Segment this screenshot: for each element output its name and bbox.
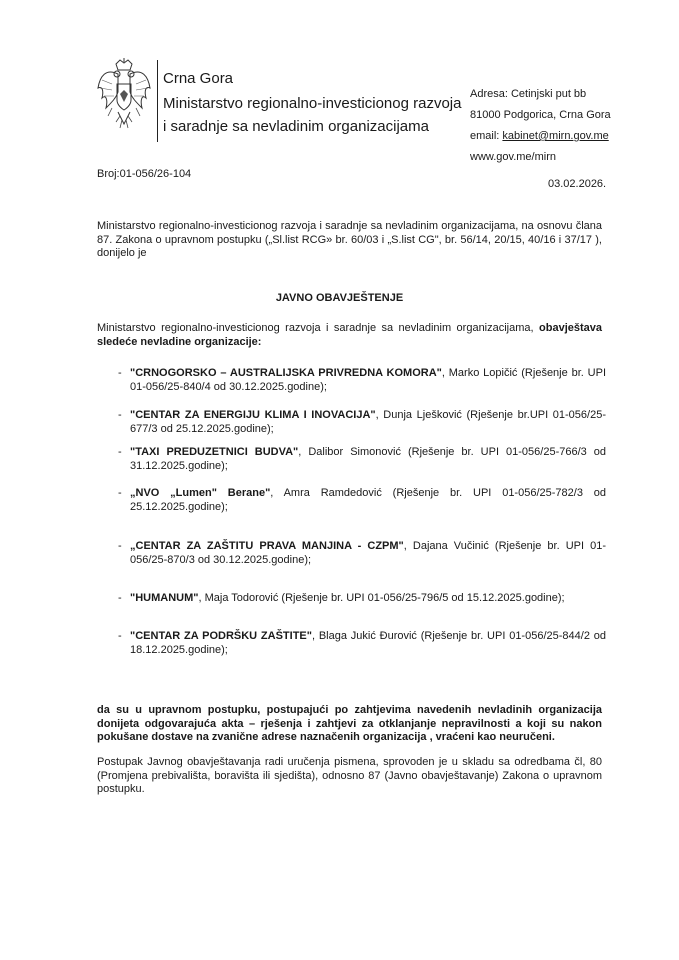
ministry-name-line2: i saradnje sa nevladinim organizacijama — [163, 118, 429, 135]
organization-name: "CENTAR ZA PODRŠKU ZAŠTITE" — [130, 630, 312, 642]
lead-text: Ministarstvo regionalno-investicionog razvoja i saradnje sa nevladinim organizacijama, — [97, 322, 540, 334]
organization-name: „CENTAR ZA ZAŠTITU PRAVA MANJINA - CZPM" — [130, 540, 404, 552]
address-street: Adresa: Cetinjski put bb — [470, 88, 587, 100]
document-title: JAVNO OBAVJEŠTENJE — [275, 292, 404, 304]
ministry-name — [163, 92, 483, 138]
list-dash: - — [118, 540, 122, 552]
intro-paragraph: Ministarstvo regionalno-investicionog razvoja i saradnje sa nevladinim organizacijama, na osnovu člana 87. Zakona o upravnom postupku („Sl.list RCG» br. 60/03 i „S.list CG", br. 56/14, 20/15, 40/16 i 37/17 ), donijelo je — [97, 220, 602, 259]
decision-details: , Maja Todorović (Rješenje br. UPI 01-056/25-796/5 od 15.12.2025.godine); — [198, 592, 565, 604]
address-city: 81000 Podgorica, Crna Gora — [470, 109, 611, 121]
list-dash: - — [118, 446, 122, 458]
closing-bold-paragraph: da su u upravnom postupku, postupajući po zahtjevima navedenih nevladinih organizacija donijeta odgovarajuća akta – rješenja i zahtjevi za otklanjanje nepravilnosti a koji su nakon pokušane dostave na zvanične adrese naznačenih organizacija , vraćeni kao neuručeni. — [97, 704, 602, 743]
list-dash: - — [118, 630, 122, 642]
decision-details: , Marko Lopičić (Rješenje br. UPI 01-056/25-840/4 od 30.12.2025.godine); — [130, 367, 607, 393]
list-dash: - — [118, 367, 122, 379]
organization-name: "TAXI PREDUZETNICI BUDVA" — [130, 446, 299, 458]
address-website[interactable]: www.gov.me/mirn — [470, 151, 556, 163]
email-link[interactable]: kabinet@mirn.gov.me — [502, 130, 609, 142]
list-dash: - — [118, 409, 122, 421]
decision-details: , Dajana Vučinić (Rješenje br. UPI 01-056/25-870/3 od 30.12.2025.godine); — [130, 540, 606, 566]
coat-of-arms-emblem — [96, 58, 152, 138]
reference-number: Broj:01-056/26-104 — [97, 168, 192, 180]
address-email-row — [470, 126, 611, 147]
ministry-name-line1: Ministarstvo regionalno-investicionog razvoja — [163, 95, 462, 112]
lead-bold-text: obavještava sledeće nevladine organizacije: — [97, 322, 602, 348]
list-dash: - — [118, 592, 122, 604]
decision-details: , Amra Ramdedović (Rješenje br. UPI 01-056/25-782/3 od 25.12.2025.godine); — [130, 487, 607, 513]
decision-details: , Blaga Jukić Đurović (Rješenje br. UPI 01-056/25-844/2 od 18.12.2025.godine); — [130, 630, 606, 656]
lead-paragraph — [97, 322, 602, 349]
organization-name: „NVO „Lumen" Berane" — [130, 487, 271, 499]
document-date: 03.02.2026. — [548, 178, 607, 190]
country-name: Crna Gora — [163, 70, 234, 87]
decision-details: , Dunja Lješković (Rješenje br.UPI 01-056/25-677/3 od 25.12.2025.godine); — [130, 409, 606, 435]
organization-name: "CRNOGORSKO – AUSTRALIJSKA PRIVREDNA KOMORA" — [130, 367, 442, 379]
organization-name: "HUMANUM" — [130, 592, 199, 604]
header-divider — [157, 60, 158, 142]
decision-details: , Dalibor Simonović (Rješenje br. UPI 01-056/25-766/3 od 31.12.2025.godine); — [130, 446, 607, 472]
closing-paragraph: Postupak Javnog obavještavanja radi uručenja pismena, sprovoden je u skladu sa odredbama čl, 80 (Promjena prebivališta, boravišta ili sjedišta), odnosno 87 (Javno obavještavanje) Zakona o upravnom postupku. — [97, 756, 602, 795]
email-label: email: — [470, 130, 503, 142]
list-dash: - — [118, 487, 122, 499]
organization-name: "CENTAR ZA ENERGIJU KLIMA I INOVACIJA" — [130, 409, 376, 421]
address-block — [470, 84, 611, 168]
